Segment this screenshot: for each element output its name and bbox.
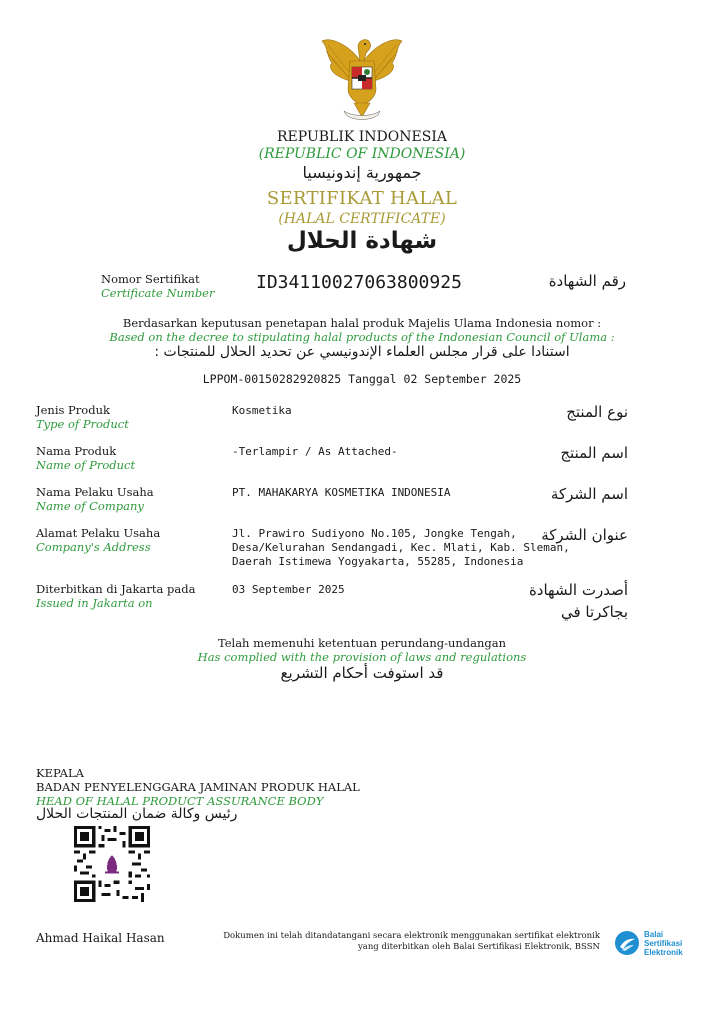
company-address-label-ar: عنوان الشركة (541, 526, 628, 544)
country-title-ar: جمهورية إندونيسيا (302, 163, 422, 182)
garuda-emblem-icon (318, 33, 406, 123)
company-name-value: PT. MAHAKARYA KOSMETIKA INDONESIA (232, 486, 451, 499)
country-title-en: (REPUBLIC OF INDONESIA) (258, 146, 466, 162)
product-type-label-en: Type of Product (36, 417, 129, 431)
country-title: REPUBLIK INDONESIA (277, 129, 447, 145)
issued-label: Diterbitkan di Jakarta pada (36, 582, 196, 596)
certificate-title-en: (HALAL CERTIFICATE) (278, 211, 446, 227)
bsre-logo-line-2: Sertifikasi (644, 939, 683, 948)
compliance-text-ar: قد استوفت أحكام التشريع (280, 664, 444, 682)
signatory-role: KEPALA (36, 766, 84, 780)
compliance-text: Telah memenuhi ketentuan perundang-undangan (217, 636, 507, 650)
company-address-label: Alamat Pelaku Usaha (36, 526, 161, 540)
signatory-agency: BADAN PENYELENGGARA JAMINAN PRODUK HALAL (36, 780, 360, 794)
certificate-number-label-ar: رقم الشهادة (548, 272, 626, 290)
company-address-line-3: Daerah Istimewa Yogyakarta, 55285, Indonesia (232, 555, 524, 568)
certificate-number-label-en: Certificate Number (101, 286, 215, 300)
bsre-logo-icon (614, 930, 640, 956)
qr-code-icon[interactable] (74, 826, 150, 902)
product-type-label-ar: نوع المنتج (566, 403, 628, 421)
product-type-value: Kosmetika (232, 404, 292, 417)
bsre-logo-text (644, 930, 683, 957)
decree-text-ar: استنادا على قرار مجلس العلماء الإندونيسي عن تحديد الحلال للمنتجات : (154, 344, 570, 360)
decree-reference: LPPOM-00150282920825 Tanggal 02 September 2025 (202, 372, 522, 386)
bsre-logo-line-3: Elektronik (644, 948, 683, 957)
certificate-number-label: Nomor Sertifikat (101, 272, 200, 286)
decree-text-en: Based on the decree to stipulating halal products of the Indonesian Council of Ulama : (109, 330, 615, 344)
company-address-label-en: Company's Address (36, 540, 151, 554)
company-name-label-en: Name of Company (36, 499, 144, 513)
product-type-label: Jenis Produk (36, 403, 110, 417)
company-name-label-ar: اسم الشركة (550, 485, 628, 503)
product-name-label: Nama Produk (36, 444, 117, 458)
signatory-agency-ar: رئيس وكالة ضمان المنتجات الحلال (36, 806, 238, 822)
issued-label-ar-1: أصدرت الشهادة (528, 581, 628, 599)
issued-label-en: Issued in Jakarta on (36, 596, 153, 610)
certificate-title: SERTIFIKAT HALAL (266, 188, 458, 209)
company-address-line-2: Desa/Kelurahan Sendangadi, Kec. Mlati, Kab. Sleman, (232, 541, 570, 554)
electronic-signature-note-line-1: Dokumen ini telah ditandatangani secara elektronik menggunakan sertifikat elektronik (223, 931, 600, 941)
compliance-text-en: Has complied with the provision of laws and regulations (197, 650, 527, 664)
issued-date-value: 03 September 2025 (232, 583, 345, 596)
company-name-label: Nama Pelaku Usaha (36, 485, 154, 499)
electronic-signature-note-line-2: yang diterbitkan oleh Balai Sertifikasi Elektronik, BSSN (357, 942, 600, 952)
company-address-line-1: Jl. Prawiro Sudiyono No.105, Jongke Tengah, (232, 527, 517, 540)
certificate-number: ID34110027063800925 (256, 272, 462, 293)
signatory-agency-en: HEAD OF HALAL PRODUCT ASSURANCE BODY (36, 794, 324, 808)
decree-text: Berdasarkan keputusan penetapan halal produk Majelis Ulama Indonesia nomor : (122, 316, 602, 330)
bsre-logo-line-1: Balai (644, 930, 664, 939)
product-name-label-en: Name of Product (36, 458, 136, 472)
product-name-label-ar: اسم المنتج (560, 444, 628, 462)
product-name-value: -Terlampir / As Attached- (232, 445, 398, 458)
signatory-name: Ahmad Haikal Hasan (36, 931, 165, 945)
electronic-signature-note (180, 931, 600, 953)
issued-label-ar-2: بجاكرتا في (560, 603, 628, 621)
certificate-title-ar: شهادة الحلال (286, 228, 438, 254)
